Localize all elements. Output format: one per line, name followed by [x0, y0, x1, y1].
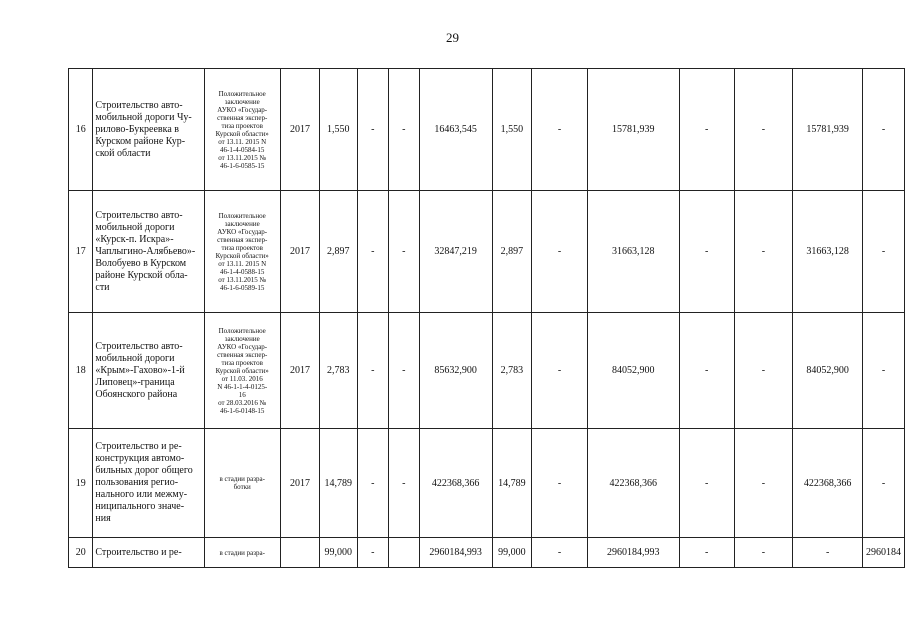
value-cell: - — [389, 191, 420, 313]
cost-cell: 2960184,993 — [419, 538, 492, 568]
length-cell: 2,783 — [492, 313, 532, 429]
page-number: 29 — [446, 30, 459, 45]
value-cell: - — [532, 313, 588, 429]
cost-cell: 2960184,993 — [587, 538, 679, 568]
value-cell: - — [679, 429, 734, 538]
year-cell — [280, 538, 319, 568]
value-cell: - — [532, 69, 588, 191]
table-row — [69, 191, 905, 313]
value-cell: - — [532, 429, 588, 538]
value-cell: - — [532, 191, 588, 313]
value-cell: - — [357, 538, 388, 568]
value-cell: - — [357, 313, 388, 429]
value-cell: - — [734, 313, 793, 429]
year-cell: 2017 — [280, 191, 319, 313]
row-number: 17 — [69, 191, 93, 313]
length-cell: 2,897 — [492, 191, 532, 313]
object-name: Строительство и ре- конструкция автомо- бильных дорог общего пользования регио- нального или межму- ниципального значе- ния — [93, 429, 204, 538]
expertise-conclusion: в стадии разра- ботки — [204, 429, 280, 538]
row-number: 19 — [69, 429, 93, 538]
value-cell: - — [357, 191, 388, 313]
length-cell: 1,550 — [492, 69, 532, 191]
table-row — [69, 429, 905, 538]
row-number: 18 — [69, 313, 93, 429]
table-row — [69, 69, 905, 191]
value-cell: - — [734, 538, 793, 568]
object-name: Строительство авто- мобильной дороги «Крым»-Гахово»-1-й Липовец»-граница Обоянского района — [93, 313, 204, 429]
cost-cell: - — [793, 538, 863, 568]
table-row — [69, 538, 905, 568]
value-cell: - — [863, 69, 905, 191]
value-cell: - — [863, 429, 905, 538]
cost-cell: 31663,128 — [793, 191, 863, 313]
value-cell: - — [863, 191, 905, 313]
value-cell: - — [532, 538, 588, 568]
cost-cell: 15781,939 — [587, 69, 679, 191]
value-cell: 2960184 — [863, 538, 905, 568]
object-name: Строительство и ре- — [93, 538, 204, 568]
projects-table — [68, 68, 905, 568]
expertise-conclusion: Положительное заключение АУКО «Государ- ственная экспер- тиза проектов Курской области» от 13.11. 2015 N 46-1-4-0588-15 от 13.11.2015 № 46-1-6-0589-15 — [204, 191, 280, 313]
value-cell: - — [679, 313, 734, 429]
cost-cell: 85632,900 — [419, 313, 492, 429]
value-cell: - — [734, 429, 793, 538]
cost-cell: 15781,939 — [793, 69, 863, 191]
expertise-conclusion: Положительное заключение АУКО «Государ- ственная экспер- тиза проектов Курской области» от 13.11. 2015 N 46-1-4-0584-15 от 13.11.2015 № 46-1-6-0585-15 — [204, 69, 280, 191]
cost-cell: 84052,900 — [587, 313, 679, 429]
value-cell: - — [734, 69, 793, 191]
value-cell: - — [389, 313, 420, 429]
row-number: 20 — [69, 538, 93, 568]
length-cell: 99,000 — [492, 538, 532, 568]
cost-cell: 422368,366 — [793, 429, 863, 538]
value-cell: - — [357, 69, 388, 191]
length-cell: 2,783 — [319, 313, 357, 429]
value-cell: - — [734, 191, 793, 313]
cost-cell: 16463,545 — [419, 69, 492, 191]
length-cell: 99,000 — [319, 538, 357, 568]
object-name: Строительство авто- мобильной дороги «Курск-п. Искра»- Чаплыгино-Алябьево»- Волобуево в Курском районе Курской обла- сти — [93, 191, 204, 313]
value-cell: - — [863, 313, 905, 429]
expertise-conclusion: в стадии разра- — [204, 538, 280, 568]
expertise-conclusion: Положительное заключение АУКО «Государ- ственная экспер- тиза проектов Курской области» от 11.03. 2016 N 46-1-1-4-0125- 16 от 28.03.2016 № 46-1-6-0148-15 — [204, 313, 280, 429]
cost-cell: 31663,128 — [587, 191, 679, 313]
cost-cell: 422368,366 — [587, 429, 679, 538]
length-cell: 14,789 — [492, 429, 532, 538]
cost-cell: 32847,219 — [419, 191, 492, 313]
value-cell: - — [679, 191, 734, 313]
value-cell: - — [389, 69, 420, 191]
value-cell: - — [679, 69, 734, 191]
year-cell: 2017 — [280, 313, 319, 429]
row-number: 16 — [69, 69, 93, 191]
year-cell: 2017 — [280, 429, 319, 538]
length-cell: 2,897 — [319, 191, 357, 313]
length-cell: 1,550 — [319, 69, 357, 191]
year-cell: 2017 — [280, 69, 319, 191]
value-cell: - — [679, 538, 734, 568]
cost-cell: 422368,366 — [419, 429, 492, 538]
length-cell: 14,789 — [319, 429, 357, 538]
value-cell: - — [389, 429, 420, 538]
value-cell: - — [357, 429, 388, 538]
object-name: Строительство авто- мобильной дороги Чу- рилово-Букреевка в Курском районе Кур- ской области — [93, 69, 204, 191]
cost-cell: 84052,900 — [793, 313, 863, 429]
value-cell — [389, 538, 420, 568]
table-row — [69, 313, 905, 429]
